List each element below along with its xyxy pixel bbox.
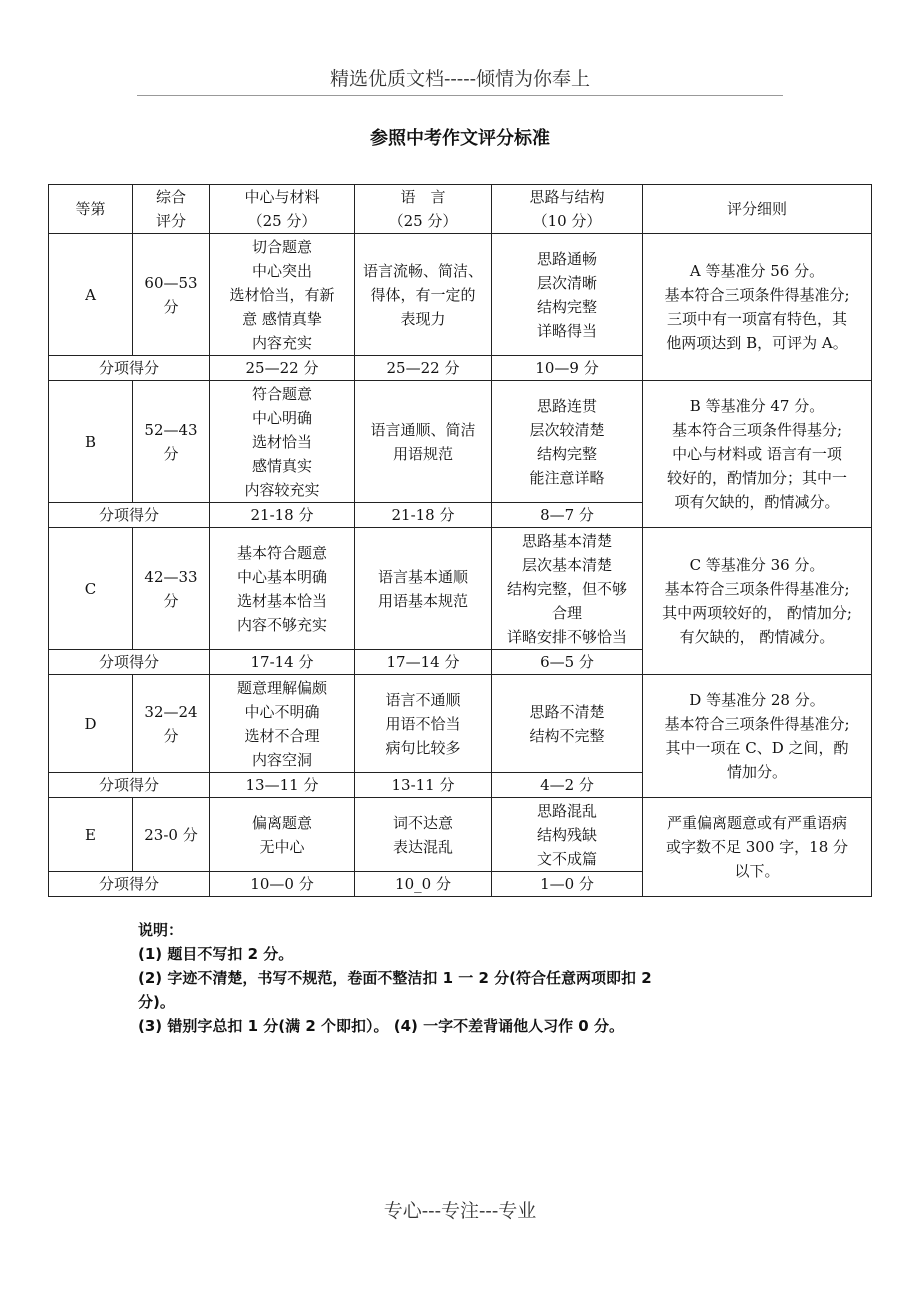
criteria-line: 层次基本清楚: [521, 555, 612, 574]
score-range: [133, 528, 210, 650]
score-range: [133, 381, 210, 503]
subscore-language: 10_0 分: [355, 872, 492, 897]
header-divider: [137, 95, 783, 96]
notes-section: [138, 918, 778, 1038]
details-line: 他两项达到 B，可评为 A。: [666, 334, 848, 352]
page-header: 精选优质文档-----倾情为你奉上: [329, 68, 591, 90]
details-line: 严重偏离题意或有严重语病: [666, 814, 847, 832]
grade-row-e: [49, 798, 872, 872]
criteria-line: 中心不明确: [244, 702, 320, 721]
content-criteria: [210, 381, 355, 503]
subscore-label: 分项得分: [49, 872, 210, 897]
score-range-line1: 23-0 分: [144, 825, 198, 844]
notes-heading: 说明：: [138, 921, 184, 939]
criteria-line: 符合题意: [251, 384, 312, 403]
criteria-line: 选材基本恰当: [236, 591, 327, 610]
criteria-line: 语言基本通顺: [377, 567, 468, 586]
details-line: 中心与材料或 语言有一项: [672, 445, 842, 463]
grade-label: D: [49, 675, 133, 773]
header-language: [355, 185, 492, 234]
subscore-structure: 6—5 分: [492, 650, 643, 675]
score-range: [133, 234, 210, 356]
criteria-line: 文不成篇: [536, 849, 597, 868]
header-structure: [492, 185, 643, 234]
criteria-line: 层次清晰: [536, 273, 597, 292]
criteria-line: 用语不恰当: [385, 714, 461, 733]
grade-row-c: [49, 528, 872, 650]
score-range-line1: 52—43: [144, 420, 198, 439]
criteria-line: 选材恰当，有新: [229, 285, 335, 304]
criteria-line: 中心基本明确: [236, 567, 327, 586]
criteria-line: 偏离题意: [251, 813, 312, 832]
subscore-content: 25—22 分: [210, 356, 355, 381]
criteria-line: 用语规范: [392, 444, 453, 463]
subscore-language: 21-18 分: [355, 503, 492, 528]
header-grade: 等第: [49, 185, 133, 234]
content-criteria: [210, 528, 355, 650]
criteria-line: 结构不完整: [529, 726, 605, 745]
criteria-line: 内容空洞: [251, 750, 312, 769]
details-line: A 等基准分 56 分。: [689, 262, 825, 280]
details-line: 情加分。: [726, 763, 787, 781]
criteria-line: 详略得当: [536, 321, 597, 340]
score-range-line2: 分: [163, 444, 179, 463]
subscore-content: 21-18 分: [210, 503, 355, 528]
grade-row-d: [49, 675, 872, 773]
criteria-line: 内容不够充实: [236, 615, 327, 634]
criteria-line: 切合题意: [251, 237, 312, 256]
header-content-line2: （25 分）: [247, 212, 317, 230]
language-criteria: [355, 381, 492, 503]
criteria-line: 层次较清楚: [529, 420, 605, 439]
details-line: 项有欠缺的，酌情减分。: [674, 493, 840, 511]
details-line: 其中两项较好的， 酌情加分;: [662, 604, 852, 622]
subscore-content: 17-14 分: [210, 650, 355, 675]
subscore-label: 分项得分: [49, 356, 210, 381]
subscore-language: 25—22 分: [355, 356, 492, 381]
score-range-line1: 42—33: [144, 567, 198, 586]
document-title: 参照中考作文评分标准: [370, 128, 550, 149]
criteria-line: 表现力: [400, 309, 446, 328]
criteria-line: 思路不清楚: [529, 702, 605, 721]
score-range-line1: 60—53: [144, 273, 198, 292]
score-range-line2: 分: [163, 726, 179, 745]
details-line: 三项中有一项富有特色，其: [666, 310, 847, 328]
details-line: 基本符合三项条件得基准分;: [664, 715, 850, 733]
subscore-structure: 1—0 分: [492, 872, 643, 897]
details-line: C 等基准分 36 分。: [689, 556, 825, 574]
criteria-line: 能注意详略: [529, 468, 605, 487]
details-line: 基本符合三项条件得基准分;: [664, 580, 850, 598]
header-structure-line2: （10 分）: [532, 212, 602, 230]
header-score-line1: 综合: [155, 188, 186, 206]
grade-details: [643, 381, 872, 528]
criteria-line: 用语基本规范: [377, 591, 468, 610]
header-details: 评分细则: [643, 185, 872, 234]
criteria-line: 语言不通顺: [385, 690, 461, 709]
details-line: 其中一项在 C、D 之间，酌: [665, 739, 849, 757]
criteria-line: 选材不合理: [244, 726, 320, 745]
score-range-line2: 分: [163, 297, 179, 316]
criteria-line: 词不达意: [392, 813, 453, 832]
details-line: 或字数不足 300 字，18 分: [665, 838, 849, 856]
criteria-line: 思路混乱: [536, 801, 597, 820]
subscore-language: 17—14 分: [355, 650, 492, 675]
content-criteria: [210, 675, 355, 773]
details-line: B 等基准分 47 分。: [689, 397, 825, 415]
header-content-line1: 中心与材料: [244, 188, 320, 206]
note-line: (1) 题目不写扣 2 分。: [138, 945, 294, 963]
grade-details: [643, 528, 872, 675]
content-criteria: [210, 798, 355, 872]
score-range-line2: 分: [163, 591, 179, 610]
criteria-line: 思路基本清楚: [521, 531, 612, 550]
criteria-line: 详略安排不够恰当: [506, 627, 627, 646]
criteria-line: 内容充实: [251, 333, 312, 352]
criteria-line: 中心突出: [251, 261, 312, 280]
subscore-structure: 4—2 分: [492, 773, 643, 798]
page-footer: 专心---专注---专业: [383, 1200, 537, 1222]
criteria-line: 无中心: [259, 837, 305, 856]
criteria-line: 题意理解偏颇: [236, 678, 327, 697]
criteria-line: 结构完整: [536, 297, 597, 316]
score-range: [133, 675, 210, 773]
structure-criteria: [492, 381, 643, 503]
subscore-structure: 10—9 分: [492, 356, 643, 381]
grade-details: [643, 675, 872, 798]
note-line: (2) 字迹不清楚，书写不规范，卷面不整洁扣 1 一 2 分(符合任意两项即扣 2: [138, 969, 652, 987]
subscore-content: 13—11 分: [210, 773, 355, 798]
score-range: [133, 798, 210, 872]
details-line: D 等基准分 28 分。: [689, 691, 825, 709]
grade-details: [643, 798, 872, 897]
score-range-line1: 32—24: [144, 702, 198, 721]
criteria-line: 语言流畅、简洁、: [362, 261, 483, 280]
grade-details: [643, 234, 872, 381]
criteria-line: 思路连贯: [536, 396, 597, 415]
subscore-structure: 8—7 分: [492, 503, 643, 528]
criteria-line: 结构完整，但不够: [506, 579, 627, 598]
language-criteria: [355, 528, 492, 650]
criteria-line: 结构完整: [536, 444, 597, 463]
note-line: (3) 错别字总扣 1 分(满 2 个即扣）。 (4) 一字不差背诵他人习作 0 分。: [138, 1017, 624, 1035]
grade-label: E: [49, 798, 133, 872]
header-score: [133, 185, 210, 234]
criteria-line: 中心明确: [251, 408, 312, 427]
structure-criteria: [492, 798, 643, 872]
details-line: 基本符合三项条件得基分;: [671, 421, 843, 439]
grade-label: A: [49, 234, 133, 356]
note-line: 分)。: [138, 993, 175, 1011]
header-score-line2: 评分: [155, 212, 186, 230]
header-language-line1: 语 言: [400, 188, 446, 206]
subscore-content: 10—0 分: [210, 872, 355, 897]
subscore-label: 分项得分: [49, 503, 210, 528]
criteria-line: 基本符合题意: [236, 543, 327, 562]
subscore-label: 分项得分: [49, 650, 210, 675]
language-criteria: [355, 675, 492, 773]
content-criteria: [210, 234, 355, 356]
subscore-label: 分项得分: [49, 773, 210, 798]
criteria-line: 表达混乱: [392, 837, 453, 856]
criteria-line: 思路通畅: [536, 249, 597, 268]
language-criteria: [355, 234, 492, 356]
criteria-line: 选材恰当: [251, 432, 312, 451]
header-content: [210, 185, 355, 234]
details-line: 以下。: [734, 862, 780, 880]
language-criteria: [355, 798, 492, 872]
grade-label: B: [49, 381, 133, 503]
table-header-row: [49, 185, 872, 234]
criteria-line: 病句比较多: [385, 738, 461, 757]
criteria-line: 合理: [551, 603, 582, 622]
structure-criteria: [492, 234, 643, 356]
structure-criteria: [492, 528, 643, 650]
grade-row-b: [49, 381, 872, 503]
criteria-line: 语言通顺、简洁: [370, 420, 476, 439]
scoring-table: [48, 184, 872, 897]
grade-label: C: [49, 528, 133, 650]
criteria-line: 感情真实: [251, 456, 312, 475]
details-line: 较好的，酌情加分；其中一: [666, 469, 847, 487]
subscore-language: 13-11 分: [355, 773, 492, 798]
criteria-line: 内容较充实: [244, 480, 320, 499]
header-structure-line1: 思路与结构: [529, 188, 605, 206]
criteria-line: 结构残缺: [536, 825, 597, 844]
criteria-line: 意 感情真挚: [242, 309, 322, 328]
details-line: 基本符合三项条件得基准分;: [664, 286, 850, 304]
header-language-line2: （25 分）: [388, 212, 458, 230]
grade-row-a: [49, 234, 872, 356]
details-line: 有欠缺的， 酌情减分。: [679, 628, 835, 646]
structure-criteria: [492, 675, 643, 773]
criteria-line: 得体，有一定的: [370, 285, 476, 304]
